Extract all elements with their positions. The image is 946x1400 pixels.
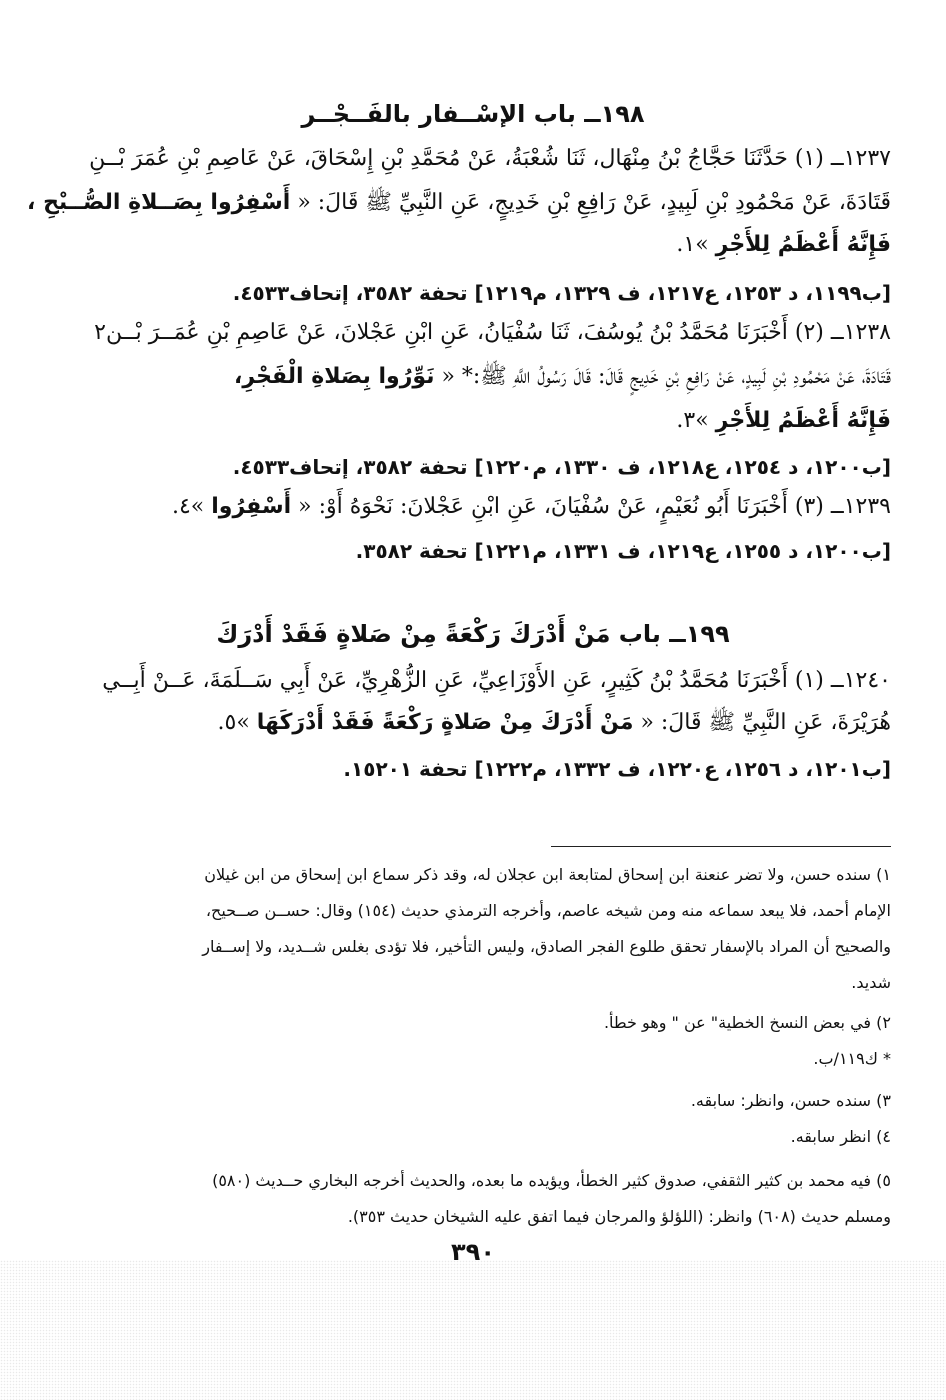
hadith-text: »١.	[676, 232, 716, 257]
footnote-star: * ك١١٩/ب.	[813, 1049, 891, 1068]
footnote-separator	[551, 846, 891, 847]
hadith-1238-line-1: ١٢٣٨ــ (٢) أَخْبَرَنَا مُحَمَّدُ بْنُ يُوسُفَ، ثَنَا سُفْيَانُ، عَنِ ابْنِ عَجْلانَ، عَنْ عَاصِمِ بْنِ عُمَــرَ بْــن٢	[94, 320, 891, 345]
hadith-text: »٥.	[217, 710, 257, 735]
hadith-text: قَتَادَةَ، عَنْ مَحْمُودِ بْنِ لَبِيدٍ، عَنْ رَافِعِ بْنِ خَدِيجٍ قَالَ: قَالَ رَسُولُ اللَّهِ ﷺ:* «	[434, 364, 891, 389]
footnote-1-line-4: شديد.	[851, 973, 891, 992]
hadith-text: »٣.	[676, 408, 716, 433]
prophetic-saying: أَسْفِرُوا بِصَــلاةِ الصُّــبْحِ ،	[27, 190, 291, 215]
footnote-4: ٤) انظر سابقه.	[790, 1127, 891, 1146]
hadith-1237-line-2	[27, 186, 891, 220]
hadith-1238-line-3	[55, 404, 891, 438]
section-199-heading: ١٩٩ــ باب مَنْ أَدْرَكَ رَكْعَةً مِنْ صَلاةٍ فَقَدْ أَدْرَكَ	[216, 620, 730, 648]
scan-dither-texture	[0, 1260, 946, 1400]
hadith-1240-line-1: ١٢٤٠ــ (١) أَخْبَرَنَا مُحَمَّدُ بْنُ كَثِيرٍ، عَنِ الأَوْزَاعِيِّ، عَنِ الزُّهْرِيِّ، عَنْ أَبِي سَــلَمَةَ، عَــنْ أَبِــي	[102, 668, 891, 693]
footnote-1-line-2: الإمام أحمد، فلا يبعد سماعه منه ومن شيخه عاصم، وأخرجه الترمذي حديث (١٥٤) وقال: حســن صــحيح،	[205, 901, 891, 920]
prophetic-saying: أَسْفِرُوا	[211, 494, 292, 519]
prophetic-saying: فَإِنَّهُ أَعْظَمُ لِلأَجْرِ	[715, 232, 891, 257]
hadith-1239-line-1	[55, 490, 891, 524]
footnote-3: ٣) سنده حسن، وانظر: سابقه.	[690, 1091, 891, 1110]
hadith-text: »٤.	[171, 494, 212, 519]
hadith-1240-line-2	[55, 706, 891, 740]
hadith-1237-line-1: ١٢٣٧ــ (١) حَدَّثَنَا حَجَّاجُ بْنُ مِنْهَال، ثَنَا شُعْبَةُ، عَنْ مُحَمَّدِ بْنِ إِسْحَاقَ، عَنْ عَاصِمِ بْنِ عُمَرَ بْــنِ	[89, 146, 891, 171]
hadith-1239-references: [ب١٢٠٠، د ١٢٥٥، ع١٢١٩، ف ١٣٣١، م١٢٢١] تحفة ٣٥٨٢.	[355, 539, 891, 563]
footnote-2: ٢) في بعض النسخ الخطية" عن " وهو خطأ.	[603, 1013, 891, 1032]
section-198-heading: ١٩٨ــ باب الإسْــفار بالفَــجْــر	[301, 100, 645, 128]
footnote-1-line-3: والصحيح أن المراد بالإسفار تحقق طلوع الفجر الصادق، وليس التأخير، فلا تؤدى بغلس شــديد، ولا إســفار	[202, 937, 891, 956]
footnote-5-line-1: ٥) فيه محمد بن كثير الثقفي، صدوق كثير الخطأ، ويؤيده ما بعده، والحديث أخرجه البخاري حــديث (٥٨٠)	[212, 1171, 891, 1190]
page-number: ٣٩٠	[451, 1238, 495, 1266]
hadith-1237-references: [ب١١٩٩، د ١٢٥٣، ع١٢١٧، ف ١٣٢٩، م١٢١٩] تحفة ٣٥٨٢، إتحاف٤٥٣٣.	[232, 281, 891, 305]
hadith-1237-line-3	[55, 228, 891, 262]
hadith-1240-references: [ب١٢٠١، د ١٢٥٦، ع١٢٢٠، ف ١٣٣٢، م١٢٢٢] تحفة ١٥٢٠١.	[343, 757, 891, 781]
hadith-1238-line-2	[55, 360, 891, 394]
hadith-text: ١٢٣٩ــ (٣) أَخْبَرَنَا أَبُو نُعَيْمٍ، عَنْ سُفْيَانَ، عَنِ ابْنِ عَجْلانَ: نَحْوَهُ أَوْ: «	[291, 494, 891, 519]
prophetic-saying: نَوِّرُوا بِصَلاةِ الْفَجْرِ،	[234, 364, 435, 389]
footnote-1-line-1: ١) سنده حسن، ولا تضر عنعنة ابن إسحاق لمتابعة ابن عجلان له، وقد ذكر سماع ابن إسحاق من ابن غيلان	[204, 865, 891, 884]
hadith-text: هُرَيْرَةَ، عَنِ النَّبِيِّ ﷺ قَالَ: «	[633, 710, 891, 735]
prophetic-saying: مَنْ أَدْرَكَ مِنْ صَلاةٍ رَكْعَةً فَقَدْ أَدْرَكَهَا	[256, 710, 634, 735]
footnote-5-line-2: ومسلم حديث (٦٠٨) وانظر: (اللؤلؤ والمرجان فيما اتفق عليه الشيخان حديث ٣٥٣).	[347, 1207, 891, 1226]
hadith-1238-references: [ب١٢٠٠، د ١٢٥٤، ع١٢١٨، ف ١٣٣٠، م١٢٢٠] تحفة ٣٥٨٢، إتحاف٤٥٣٣.	[232, 455, 891, 479]
hadith-text: قَتَادَةَ، عَنْ مَحْمُودِ بْنِ لَبِيدٍ، عَنْ رَافِعِ بْنِ خَدِيجٍ، عَنِ النَّبِيِّ ﷺ قَالَ: «	[290, 190, 891, 215]
prophetic-saying: فَإِنَّهُ أَعْظَمُ لِلأَجْرِ	[715, 408, 891, 433]
